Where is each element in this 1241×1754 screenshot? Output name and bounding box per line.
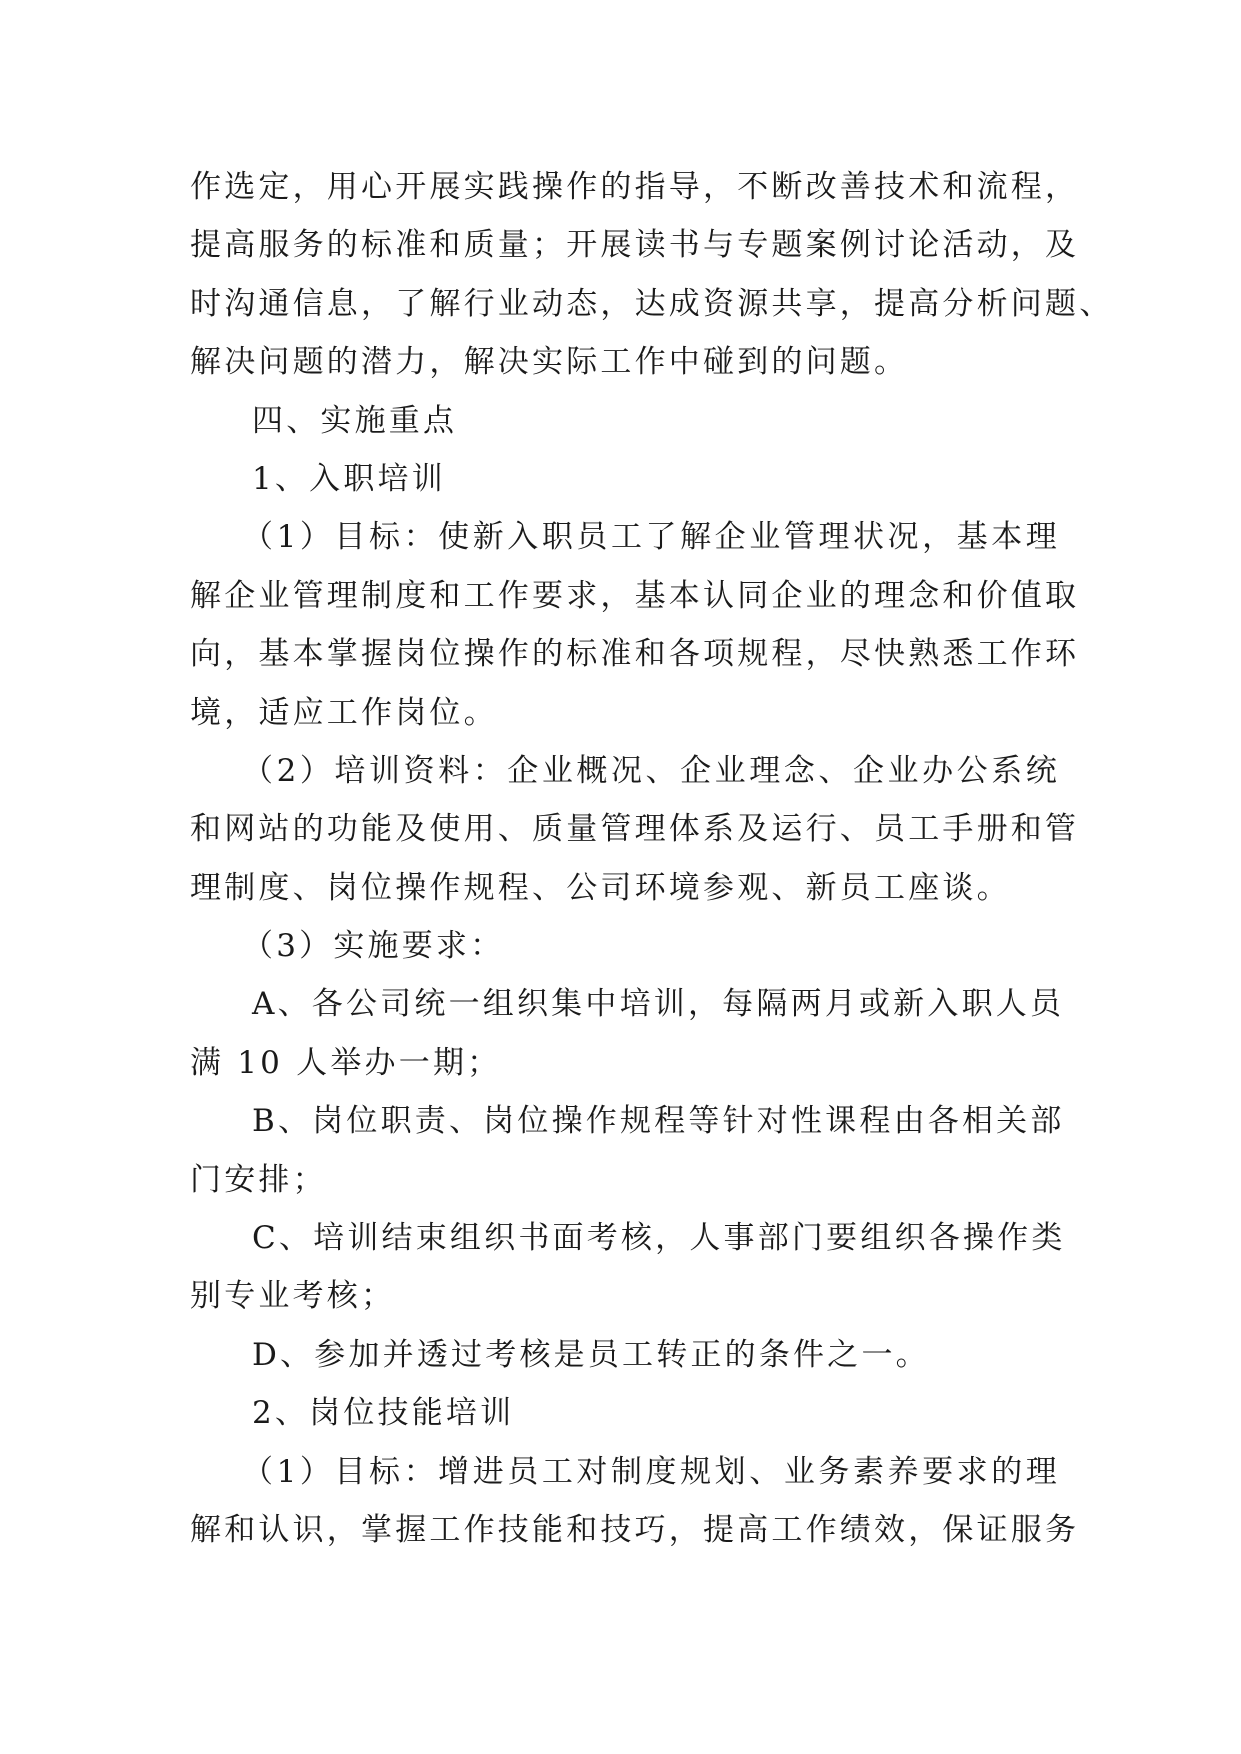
paragraph-line: 时沟通信息，了解行业动态，达成资源共享，提高分析问题、: [190, 285, 1114, 322]
paragraph-line: 作选定，用心开展实践操作的指导，不断改善技术和流程，: [190, 169, 1080, 205]
paragraph-line: 解决问题的潜力，解决实际工作中碰到的问题。: [190, 344, 909, 381]
subsection-heading: 1、入职培训: [252, 460, 446, 497]
paragraph-line: 提高服务的标准和质量；开展读书与专题案例讨论活动，及: [190, 227, 1080, 264]
paragraph-line: （2）培训资料：企业概况、企业理念、企业办公系统: [242, 752, 1060, 789]
paragraph-line: 向，基本掌握岗位操作的标准和各项规程，尽快熟悉工作环: [190, 636, 1080, 673]
list-item-continuation: 满 10 人举办一期；: [190, 1044, 502, 1081]
body-text: [190, 158, 1114, 1559]
paragraph-line: 解和认识，掌握工作技能和技巧，提高工作绩效，保证服务: [190, 1511, 1080, 1548]
paragraph-line: 解企业管理制度和工作要求，基本认同企业的理念和价值取: [190, 577, 1080, 614]
list-item: B、岗位职责、岗位操作规程等针对性课程由各相关部: [252, 1103, 1065, 1140]
list-item: A、各公司统一组织集中培训，每隔两月或新入职人员: [252, 986, 1065, 1023]
section-heading: 四、实施重点: [252, 402, 458, 439]
list-item-continuation: 别专业考核；: [190, 1278, 396, 1315]
paragraph-line: （1）目标：使新入职员工了解企业管理状况，基本理: [242, 519, 1060, 556]
paragraph-line: （1）目标：增进员工对制度规划、业务素养要求的理: [242, 1453, 1060, 1490]
paragraph-line: 理制度、岗位操作规程、公司环境参观、新员工座谈。: [190, 869, 1011, 906]
list-item: C、培训结束组织书面考核，人事部门要组织各操作类: [252, 1220, 1066, 1257]
list-item: D、参加并透过考核是员工转正的条件之一。: [252, 1336, 930, 1373]
subsection-heading: 2、岗位技能培训: [252, 1395, 515, 1432]
list-item-continuation: 门安排；: [190, 1161, 327, 1198]
paragraph-line: 和网站的功能及使用、质量管理体系及运行、员工手册和管: [190, 811, 1080, 848]
paragraph-line: 境，适应工作岗位。: [190, 694, 498, 731]
paragraph-line: （3）实施要求：: [242, 928, 505, 965]
